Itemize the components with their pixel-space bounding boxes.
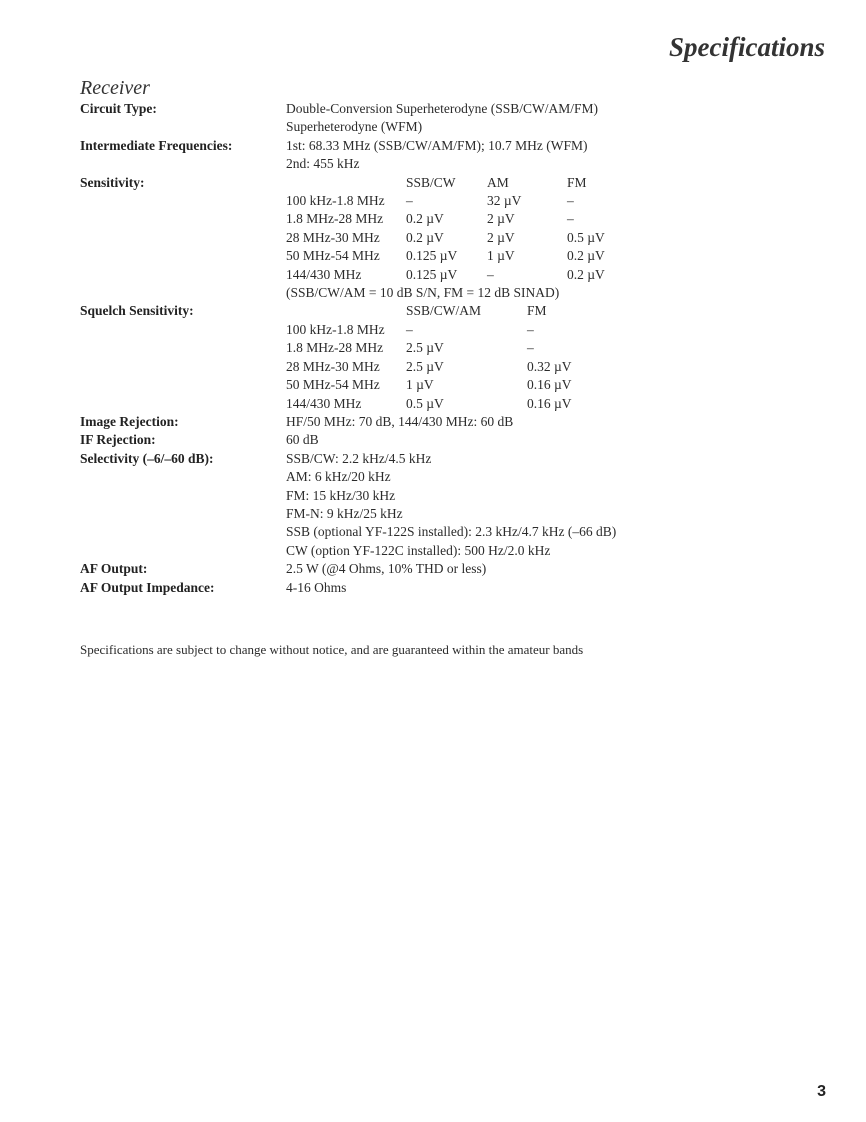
- value-cell: 1 µV: [406, 377, 434, 392]
- spec-label: Sensitivity:: [80, 175, 145, 190]
- sensitivity-header-row: [80, 174, 800, 192]
- sensitivity-note-row: [80, 284, 800, 302]
- spec-row-af-output: [80, 560, 800, 578]
- spec-row-af-output-impedance: [80, 579, 800, 597]
- spec-row-circuit-type: [80, 100, 800, 118]
- band-cell: 50 MHz-54 MHz: [286, 377, 380, 392]
- value-cell: 0.16 µV: [527, 377, 572, 392]
- column-header: AM: [487, 175, 509, 190]
- value-cell: –: [567, 193, 574, 208]
- value-cell: 1 µV: [487, 248, 515, 263]
- table-row: [80, 358, 800, 376]
- band-cell: 28 MHz-30 MHz: [286, 230, 380, 245]
- spec-value: AM: 6 kHz/20 kHz: [286, 469, 391, 484]
- band-cell: 1.8 MHz-28 MHz: [286, 211, 384, 226]
- table-row: [80, 210, 800, 228]
- spec-row-circuit-type-cont: [80, 118, 800, 136]
- spec-value: 1st: 68.33 MHz (SSB/CW/AM/FM); 10.7 MHz (WFM): [286, 138, 588, 153]
- value-cell: 0.2 µV: [567, 267, 605, 282]
- value-cell: 2.5 µV: [406, 340, 444, 355]
- table-row: [80, 247, 800, 265]
- spec-value: SSB (optional YF-122S installed): 2.3 kHz/4.7 kHz (–66 dB): [286, 524, 617, 539]
- value-cell: 32 µV: [487, 193, 522, 208]
- table-row: [80, 376, 800, 394]
- band-cell: 50 MHz-54 MHz: [286, 248, 380, 263]
- spec-row-selectivity: [80, 450, 800, 468]
- spec-row-intermediate-frequencies-cont: [80, 155, 800, 173]
- spec-label: Intermediate Frequencies:: [80, 138, 233, 153]
- footnote: Specifications are subject to change without notice, and are guaranteed within the amateur bands: [80, 642, 584, 657]
- sensitivity-note: (SSB/CW/AM = 10 dB S/N, FM = 12 dB SINAD): [286, 285, 560, 300]
- band-cell: 100 kHz-1.8 MHz: [286, 193, 385, 208]
- spec-value: FM: 15 kHz/30 kHz: [286, 488, 396, 503]
- column-header: FM: [527, 303, 547, 318]
- spec-row-if-rejection: [80, 431, 800, 449]
- spec-row-selectivity-cont: [80, 542, 800, 560]
- column-header: SSB/CW: [406, 175, 456, 190]
- spec-value: 2.5 W (@4 Ohms, 10% THD or less): [286, 561, 487, 576]
- value-cell: –: [487, 267, 494, 282]
- value-cell: 0.125 µV: [406, 267, 458, 282]
- spec-row-selectivity-cont: [80, 523, 800, 541]
- spec-label: AF Output Impedance:: [80, 580, 215, 595]
- spec-value: CW (option YF-122C installed): 500 Hz/2.0 kHz: [286, 543, 551, 558]
- spec-value: Double-Conversion Superheterodyne (SSB/CW/AM/FM): [286, 101, 598, 116]
- spec-label: Selectivity (–6/–60 dB):: [80, 451, 214, 466]
- spec-label: Squelch Sensitivity:: [80, 303, 194, 318]
- value-cell: –: [527, 322, 534, 337]
- value-cell: 0.16 µV: [527, 396, 572, 411]
- band-cell: 144/430 MHz: [286, 267, 362, 282]
- table-row: [80, 266, 800, 284]
- value-cell: 0.32 µV: [527, 359, 572, 374]
- spec-row-selectivity-cont: [80, 505, 800, 523]
- section-heading-receiver: Receiver: [80, 77, 150, 99]
- spec-row-intermediate-frequencies: [80, 137, 800, 155]
- band-cell: 100 kHz-1.8 MHz: [286, 322, 385, 337]
- spec-row-selectivity-cont: [80, 468, 800, 486]
- spec-value: 4-16 Ohms: [286, 580, 347, 595]
- value-cell: –: [406, 193, 413, 208]
- spec-value: 60 dB: [286, 432, 319, 447]
- spec-label: Circuit Type:: [80, 101, 157, 116]
- value-cell: 0.2 µV: [567, 248, 605, 263]
- table-row: [80, 339, 800, 357]
- spec-value: SSB/CW: 2.2 kHz/4.5 kHz: [286, 451, 432, 466]
- page-number: 3: [817, 1083, 826, 1100]
- spec-value: FM-N: 9 kHz/25 kHz: [286, 506, 403, 521]
- value-cell: 0.2 µV: [406, 230, 444, 245]
- value-cell: –: [527, 340, 534, 355]
- spec-value: HF/50 MHz: 70 dB, 144/430 MHz: 60 dB: [286, 414, 514, 429]
- spec-row-image-rejection: [80, 413, 800, 431]
- value-cell: 2.5 µV: [406, 359, 444, 374]
- spec-value: 2nd: 455 kHz: [286, 156, 360, 171]
- value-cell: 0.125 µV: [406, 248, 458, 263]
- spec-value: Superheterodyne (WFM): [286, 119, 423, 134]
- spec-label: Image Rejection:: [80, 414, 179, 429]
- table-row: [80, 192, 800, 210]
- squelch-header-row: [80, 302, 800, 320]
- value-cell: –: [567, 211, 574, 226]
- column-header: FM: [567, 175, 587, 190]
- value-cell: 2 µV: [487, 211, 515, 226]
- table-row: [80, 395, 800, 413]
- spec-label: IF Rejection:: [80, 432, 156, 447]
- value-cell: –: [406, 322, 413, 337]
- value-cell: 2 µV: [487, 230, 515, 245]
- spec-label: AF Output:: [80, 561, 148, 576]
- band-cell: 144/430 MHz: [286, 396, 362, 411]
- band-cell: 1.8 MHz-28 MHz: [286, 340, 384, 355]
- band-cell: 28 MHz-30 MHz: [286, 359, 380, 374]
- value-cell: 0.5 µV: [567, 230, 605, 245]
- table-row: [80, 229, 800, 247]
- column-header: SSB/CW/AM: [406, 303, 482, 318]
- spec-row-selectivity-cont: [80, 487, 800, 505]
- value-cell: 0.2 µV: [406, 211, 444, 226]
- table-row: [80, 321, 800, 339]
- value-cell: 0.5 µV: [406, 396, 444, 411]
- page-title: Specifications: [669, 32, 825, 62]
